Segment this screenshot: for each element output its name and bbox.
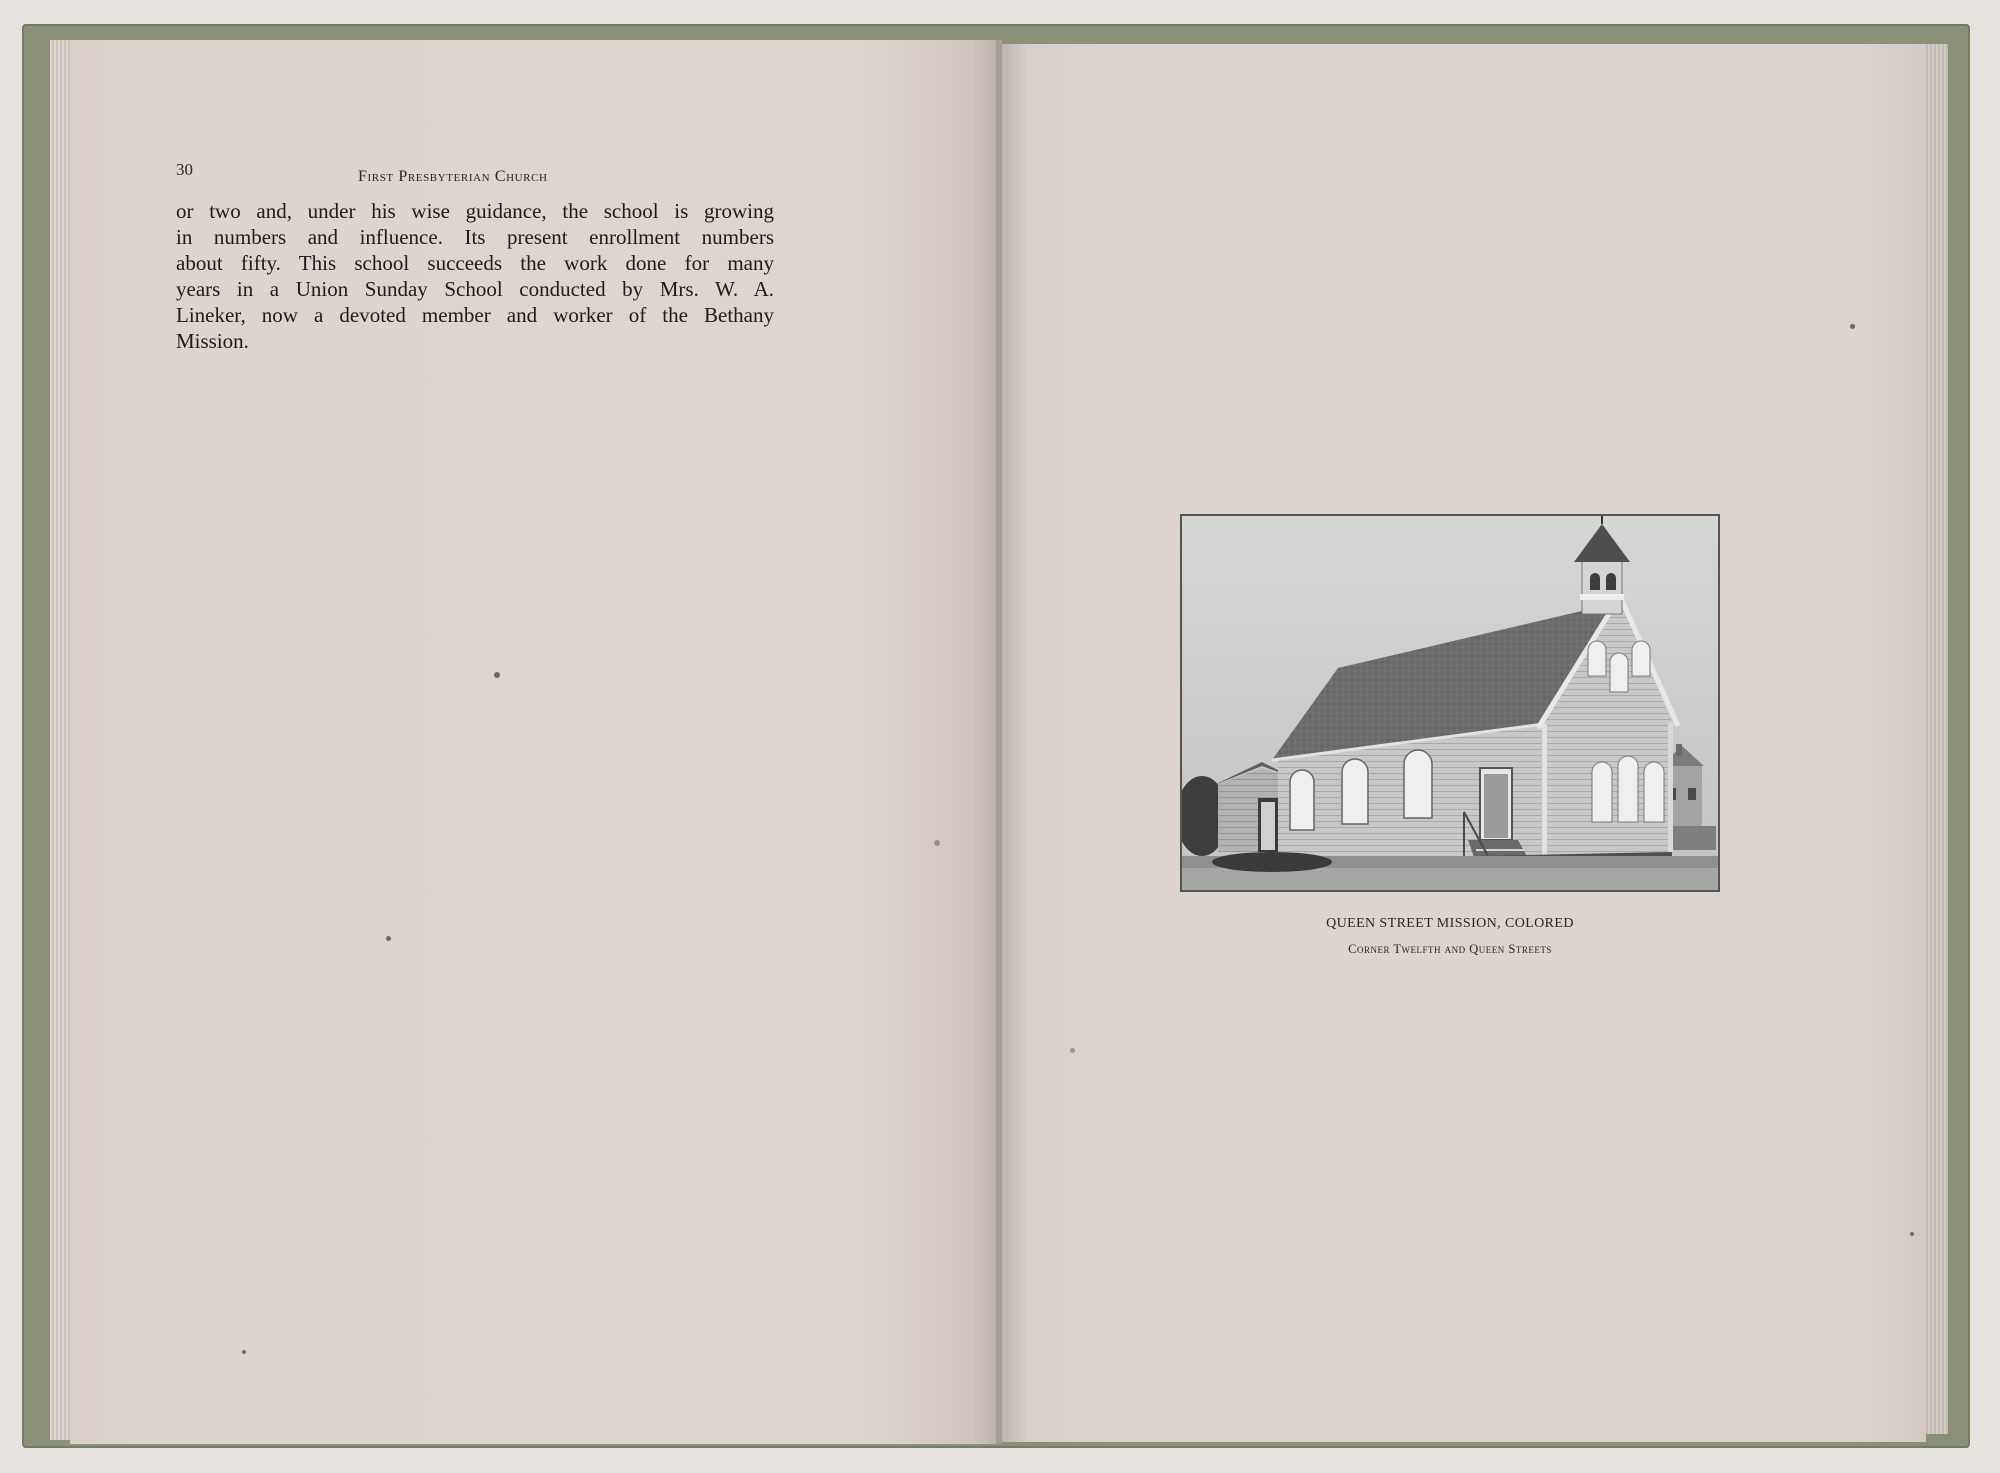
photo-caption-title: QUEEN STREET MISSION, COLORED xyxy=(1326,916,1574,931)
paper-speck xyxy=(386,936,391,941)
paper-speck xyxy=(1070,1048,1075,1053)
text-line: Lineker, now a devoted member and worker of the Bethany xyxy=(176,303,774,327)
paper-speck xyxy=(1850,324,1855,329)
text-line: in numbers and influence. Its present enrollment numbers xyxy=(176,225,774,249)
page-edges-right xyxy=(1924,44,1948,1434)
page-number: 30 xyxy=(176,160,193,179)
paper-speck xyxy=(1910,1232,1914,1236)
body-paragraph xyxy=(176,198,774,354)
photo-caption-subtitle: Corner Twelfth and Queen Streets xyxy=(1348,942,1552,956)
paper-speck xyxy=(934,840,940,846)
page-edges-left xyxy=(50,40,72,1440)
text-line: years in a Union Sunday School conducted by Mrs. W. A. xyxy=(176,277,774,301)
text-line: Mission. xyxy=(176,329,249,353)
paper-speck xyxy=(494,672,500,678)
running-head: First Presbyterian Church xyxy=(358,168,548,185)
paper-speck xyxy=(242,1350,246,1354)
text-line: or two and, under his wise guidance, the school is growing xyxy=(176,199,774,223)
book-gutter xyxy=(996,40,1002,1444)
text-line: about fifty. This school succeeds the work done for many xyxy=(176,251,774,275)
church-photo xyxy=(1180,514,1720,892)
